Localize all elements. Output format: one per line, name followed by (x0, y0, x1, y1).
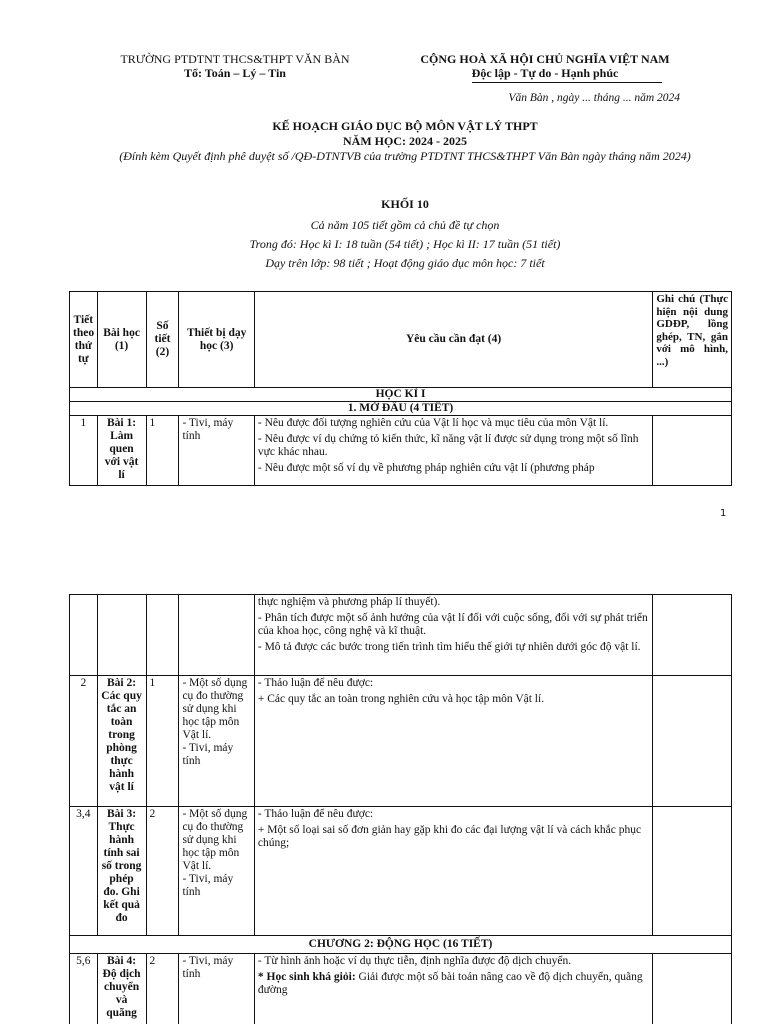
lesson-cell: Bài 1: Làm quen với vật lí (97, 416, 146, 486)
period-cell (70, 595, 98, 676)
table-row (70, 954, 732, 1024)
notes-cell (653, 807, 732, 936)
lesson-cell: Bài 3: Thực hành tính sai số trong phép đo. Ghi kết quả đo (97, 807, 146, 936)
page-2 (0, 588, 768, 1024)
requirement-item: + Các quy tắc an toàn trong nghiên cứu và học tập môn Vật lí. (257, 693, 545, 705)
lesson-plan-table (69, 291, 732, 486)
grade-info-line-3: Dạy trên lớp: 98 tiết ; Hoạt động giáo dục môn học: 7 tiết (265, 256, 545, 270)
equipment-item: - Tivi, máy tính (182, 742, 234, 767)
period-cell: 5,6 (70, 954, 98, 1024)
count-cell: 1 (146, 416, 179, 486)
count-cell: 2 (146, 954, 179, 1024)
period-cell: 1 (70, 416, 98, 486)
grade-info-block (60, 195, 750, 273)
requirement-item: - Mô tả được các bước trong tiến trình tìm hiểu thế giới tự nhiên dưới góc độ vật lí. (257, 641, 641, 653)
requirements-cell (254, 676, 652, 807)
header-count: Số tiết (2) (146, 292, 179, 388)
document-title: KẾ HOẠCH GIÁO DỤC BỘ MÔN VẬT LÝ THPT (272, 119, 538, 133)
chapter-title: CHƯƠNG 2: ĐỘNG HỌC (16 TIẾT) (70, 936, 732, 954)
grade-info-line-1: Cả năm 105 tiết gồm cả chủ đề tự chọn (310, 218, 500, 232)
lesson-cell (97, 595, 146, 676)
table-row (70, 595, 732, 676)
header-equipment: Thiết bị dạy học (3) (179, 292, 254, 388)
chapter-row (70, 936, 732, 954)
notes-cell (653, 595, 732, 676)
requirement-item: - Nêu được ví dụ chứng tỏ kiến thức, kĩ năng vật lí được sử dụng trong một số lĩnh vực khác nhau. (257, 433, 639, 458)
requirement-item: - Thảo luận để nêu được: (257, 808, 374, 820)
header-lesson: Bài học (1) (97, 292, 146, 388)
grade-info-line-2: Trong đó: Học kì I: 18 tuần (54 tiết) ; Học kì II: 17 tuần (51 tiết) (249, 237, 561, 251)
equipment-item: - Tivi, máy tính (182, 873, 234, 898)
count-cell (146, 595, 179, 676)
school-year: NĂM HỌC: 2024 - 2025 (343, 134, 467, 148)
equipment-cell (179, 954, 254, 1024)
lesson-plan-table-continued (69, 594, 732, 1024)
table-row (70, 807, 732, 936)
requirement-item: - Nêu được một số ví dụ về phương pháp nghiên cứu vật lí (phương pháp (257, 462, 595, 474)
requirement-item: - Từ hình ảnh hoặc ví dụ thực tiễn, định nghĩa được độ dịch chuyển. (257, 955, 572, 967)
school-name: TRƯỜNG PTDTNT THCS&THPT VĂN BÀN (120, 52, 350, 66)
national-motto: Độc lập - Tự do - Hạnh phúc (471, 66, 619, 80)
requirements-cell (254, 416, 652, 486)
requirement-item: + Một số loại sai số đơn giản hay gặp khi đo các đại lượng vật lí và cách khắc phục chúng; (257, 824, 642, 849)
document-title-block (60, 119, 750, 164)
requirements-cell (254, 954, 652, 1024)
requirements-cell (254, 807, 652, 936)
count-cell: 1 (146, 676, 179, 807)
notes-cell (653, 676, 732, 807)
notes-cell (653, 954, 732, 1024)
requirement-item: thực nghiệm và phương pháp lí thuyết). (257, 596, 441, 608)
requirements-cell (254, 595, 652, 676)
attachment-note: (Đính kèm Quyết định phê duyệt số /QĐ-DTNTVB của trường PTDTNT THCS&THPT Văn Bàn ngày tháng năm 2024) (119, 149, 691, 163)
requirement-item: - Nêu được đối tượng nghiên cứu của Vật lí học và mục tiêu của môn Vật lí. (257, 417, 609, 429)
page-number: 1 (720, 508, 727, 519)
lesson-cell: Bài 2: Các quy tắc an toàn trong phòng thực hành vật lí (97, 676, 146, 807)
grade-title: KHỐI 10 (381, 197, 429, 211)
requirement-item: - Phân tích được một số ảnh hưởng của vật lí đối với cuộc sống, đối với sự phát triển của khoa học, công nghệ và kĩ thuật. (257, 612, 648, 637)
table-row (70, 416, 732, 486)
lesson-cell: Bài 4: Độ dịch chuyển và quãng (97, 954, 146, 1024)
header-notes: Ghi chú (Thực hiện nội dung GDĐP, lồng ghép, TN, gắn với mô hình, ...) (653, 292, 732, 388)
date-place-line: Văn Bàn , ngày ... tháng ... năm 2024 (508, 92, 680, 104)
equipment-item: - Một số dụng cụ đo thường sử dụng khi học tập môn Vật lí. (182, 808, 248, 872)
school-header (110, 52, 360, 80)
semester-title: HỌC KÌ I (70, 388, 732, 402)
equipment-cell (179, 416, 254, 486)
table-header-row (70, 292, 732, 388)
equipment-cell (179, 807, 254, 936)
chapter-title: 1. MỞ ĐẦU (4 TIẾT) (70, 402, 732, 416)
equipment-item: - Tivi, máy tính (182, 955, 234, 980)
national-header (400, 52, 690, 80)
requirement-item: - Thảo luận để nêu được: (257, 677, 374, 689)
chapter-row (70, 402, 732, 416)
equipment-item: - Một số dụng cụ đo thường sử dụng khi học tập môn Vật lí. (182, 677, 248, 741)
count-cell: 2 (146, 807, 179, 936)
table-row (70, 676, 732, 807)
requirement-item (258, 971, 649, 997)
equipment-cell (179, 676, 254, 807)
nation-name: CỘNG HOÀ XÃ HỘI CHỦ NGHĨA VIỆT NAM (420, 52, 670, 66)
period-cell: 2 (70, 676, 98, 807)
equipment-cell (179, 595, 254, 676)
header-requirements: Yêu cầu cần đạt (4) (254, 292, 652, 388)
advanced-text: Giải được một số bài toán nâng cao về độ dịch chuyển, quãng đường (257, 971, 643, 996)
equipment-item: - Tivi, máy tính (182, 417, 234, 442)
motto-underline (472, 82, 662, 83)
page-gap (0, 545, 768, 588)
period-cell: 3,4 (70, 807, 98, 936)
advanced-label: * Học sinh khá giỏi: (257, 971, 356, 983)
department-name: Tổ: Toán – Lý – Tin (184, 66, 286, 80)
notes-cell (653, 416, 732, 486)
header-period: Tiết theo thứ tự (70, 292, 98, 388)
semester-row (70, 388, 732, 402)
